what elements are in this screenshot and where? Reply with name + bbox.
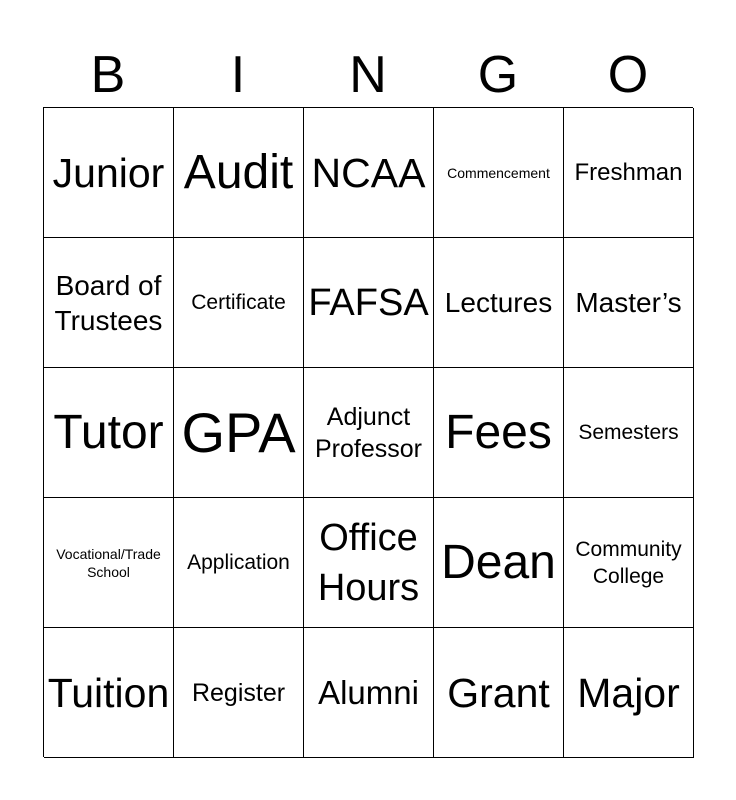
bingo-cell[interactable] [434,368,564,498]
cell-label: Master’s [575,286,682,318]
bingo-grid [43,107,693,757]
cell-label: Community College [575,537,682,588]
cell-label: Tutor [53,405,164,459]
cell-label: Fees [445,405,552,459]
header-letter-b: B [90,46,126,104]
bingo-cell[interactable] [304,368,434,498]
bingo-cell[interactable] [304,238,434,368]
cell-label: Junior [52,149,165,196]
header-letter-o: O [607,46,649,104]
bingo-cell[interactable] [434,238,564,368]
cell-label: Semesters [578,421,679,444]
cell-label: Application [187,551,290,574]
bingo-cell[interactable] [44,368,174,498]
header-letter-n: N [349,46,387,104]
cell-label: Lectures [444,286,553,318]
cell-label: GPA [181,400,296,464]
bingo-cell[interactable] [564,108,694,238]
bingo-cell[interactable] [174,238,304,368]
bingo-cell[interactable] [564,628,694,758]
cell-label: Board of Trustees [54,269,163,336]
bingo-cell[interactable] [304,498,434,628]
cell-label: Vocational/Trade School [56,545,161,580]
cell-label: Office Hours [317,516,420,609]
bingo-cell[interactable] [44,498,174,628]
cell-label: Grant [447,669,550,716]
bingo-cell[interactable] [434,498,564,628]
cell-label: Freshman [574,158,683,186]
cell-label: Tuition [47,669,170,716]
header-letter-i: I [230,46,246,104]
bingo-header [43,44,693,106]
bingo-cell[interactable] [564,238,694,368]
bingo-cell[interactable] [564,368,694,498]
cell-label: FAFSA [308,281,429,324]
cell-label: Certificate [191,291,286,314]
cell-label: Alumni [318,673,419,711]
bingo-cell[interactable] [44,628,174,758]
cell-label: Dean [441,535,556,589]
header-letter-g: G [477,46,519,104]
cell-label: Major [577,669,680,716]
bingo-cell[interactable] [174,368,304,498]
bingo-cell[interactable] [174,628,304,758]
cell-label: Adjunct Professor [315,402,422,463]
bingo-cell[interactable] [304,628,434,758]
cell-label: Register [191,678,286,707]
bingo-cell[interactable] [44,108,174,238]
bingo-cell[interactable] [174,108,304,238]
bingo-cell[interactable] [434,108,564,238]
bingo-cell[interactable] [304,108,434,238]
cell-label: Audit [183,145,294,199]
cell-label: Commencement [447,164,550,181]
bingo-cell[interactable] [174,498,304,628]
bingo-cell[interactable] [564,498,694,628]
bingo-cell[interactable] [434,628,564,758]
bingo-cell[interactable] [44,238,174,368]
cell-label: NCAA [311,149,426,196]
